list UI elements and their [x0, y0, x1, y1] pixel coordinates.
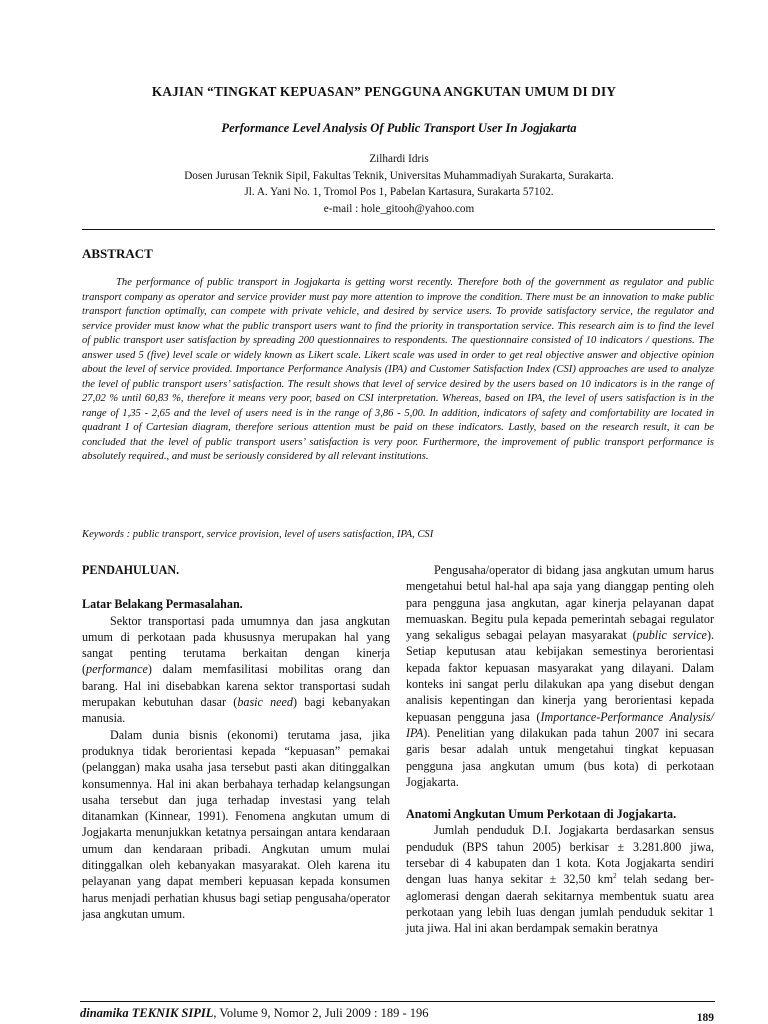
section-heading: PENDAHULUAN. [82, 563, 180, 577]
subsection-heading: Anatomi Angkutan Umum Perkotaan di Jogjakarta. [406, 807, 677, 822]
journal-name: dinamika TEKNIK SIPIL [80, 1006, 214, 1020]
journal-details: , Volume 9, Nomor 2, Juli 2009 : 189 - 196 [213, 1006, 429, 1020]
footer-divider [80, 1001, 715, 1002]
abstract-body: The performance of public transport in Jogjakarta is getting worst recently. Therefore both of the government as regulator and public transport company as operator and service provider must pay more attention to improve the condition. There must be an innovation to make public transport function optimally, can compete with private vehicle, and desired by service users. To provide satisfactory service, the regulator and service provider must know what the public transport users want to find the priority in transportation service. This research aim is to find the level of public transport user satisfaction by spreading 200 questionnaires to respondents. The questionnaire consisted of 10 indicators / questions. The answer used 5 (five) level scale or widely known as Likert scale. Likert scale was used in order to get real objective answer and objective opinion about the level of service provided. Importance Performance Analysis (IPA) and Customer Satisfaction Index (CSI) approaches are used to analyze the level of public transport users’ satisfaction. The result shows that level of service desired by the users based on 10 indicators is in the range of 27,02 % until 60,83 %, therefore it means very poor, based on CSI interpretation. Whereas, based on IPA, the level of users satisfaction is in the range of 1,35 - 2,65 and the level of users need is in the range of 3,86 - 5,00. In addition, indicators of safety and comfortability are located in quadrant I of Cartesian diagram, therefore serious attention must be paid on these indicators. Lastly, based on the research result, it can be concluded that the level of public transport users’ satisfaction is very poor. Furthermore, the improvement of public transport performance is absolutely required., and must be seriously considered by all relevant institutions. [82, 277, 714, 462]
subsection-heading: Latar Belakang Permasalahan. [82, 597, 243, 612]
abstract-heading: ABSTRACT [82, 246, 153, 261]
author-block [0, 151, 768, 217]
journal-footer [80, 1006, 429, 1021]
paragraph: Jumlah penduduk D.I. Jogjakarta berdasarkan sensus penduduk (BPS tahun 2005) berkisar ± 3.281.800 jiwa, tersebar di 4 kabupaten dan 1 kota. Kota Jogjakarta sendiri dengan luas hanya sekitar ± 32,50 $km^2$ telah sedang ber-aglomerasi dengan daerah sekitarnya membentuk suatu area perkotaan yang lebih luas dengan jumlah penduduk sekitar 1 juta jiwa. Hal ini akan berdampak semakin beratnya [406, 823, 714, 936]
paragraph: Pengusaha/operator di bidang jasa angkutan umum harus mengetahui betul hal-hal apa saja yang dianggap penting oleh para pengguna jasa angkutan, agar kinerja pelayanan dapat memuaskan. Begitu pula kepada pemerintah sebagai regulator yang sekaligus sebagai pelayan masyarakat (public service). Setiap keputusan atau kebijakan semestinya berorientasi kepada faktor kepuasan masyarakat yang dilayani. Dalam konteks ini sangat perlu dilakukan apa yang disebut dengan analisis kepentingan dan kinerja yang berorientasi kepada kepuasan pengguna jasa (Importance-Performance Analysis/ IPA). Penelitian yang dilakukan pada tahun 2007 ini secara garis besar adalah untuk mengetahui tingkat kepuasan pengguna jasa angkutan umum (bus kota) di perkotaan Jogjakarta. [406, 563, 715, 789]
author-email: e-mail : hole_gitooh@yahoo.com [323, 202, 475, 215]
author-name: Zilhardi Idris [369, 153, 429, 165]
left-column [82, 562, 390, 922]
header-divider [82, 229, 715, 230]
paper-subtitle: Performance Level Analysis Of Public Transport User In Jogjakarta [221, 121, 577, 135]
paragraph: Sektor transportasi pada umumnya dan jasa angkutan umum di perkotaan pada khususnya merupakan hal yang sangat penting terutama berkaitan dengan kinerja (performance) dalam memfasilitasi mobilitas orang dan barang. Hal ini disebabkan karena sektor transportasi sudah merupakan kebutuhan dasar (basic need) bagi kebanyakan manusia. [82, 613, 390, 726]
right-column [406, 562, 714, 937]
page-number: 189 [696, 1012, 714, 1024]
author-affiliation: Dosen Jurusan Teknik Sipil, Fakultas Teknik, Universitas Muhammadiyah Surakarta, Surakarta. [184, 169, 614, 182]
keywords: Keywords : public transport, service provision, level of users satisfaction, IPA, CSI [82, 529, 434, 540]
author-address: Jl. A. Yani No. 1, Tromol Pos 1, Pabelan Kartasura, Surakarta 57102. [244, 186, 554, 198]
paragraph: Dalam dunia bisnis (ekonomi) terutama jasa, jika produknya tidak berorientasi kepada “kepuasan” pemakai (pelanggan) maka usaha jasa tersebut pasti akan ditinggalkan konsumennya. Hal ini akan berbahaya terhadap kelangsungan usaha tersebut dan juga terhadap investasi yang telah ditanamkan (Kinnear, 1991). Fenomena angkutan umum di Jogjakarta menunjukkan ketatnya persaingan antara kendaraan umum dan kendaraan pribadi. Angkutan umum mulai ditinggalkan oleh kebanyakan masyarakat. Oleh karena itu pelayanan yang dapat memberi kepuasan kepada konsumen harus menjadi perhatian khusus bagi setiap pengusaha/operator jasa angkutan umum. [82, 727, 390, 921]
paper-title: KAJIAN “TINGKAT KEPUASAN” PENGGUNA ANGKUTAN UMUM DI DIY [151, 84, 617, 99]
